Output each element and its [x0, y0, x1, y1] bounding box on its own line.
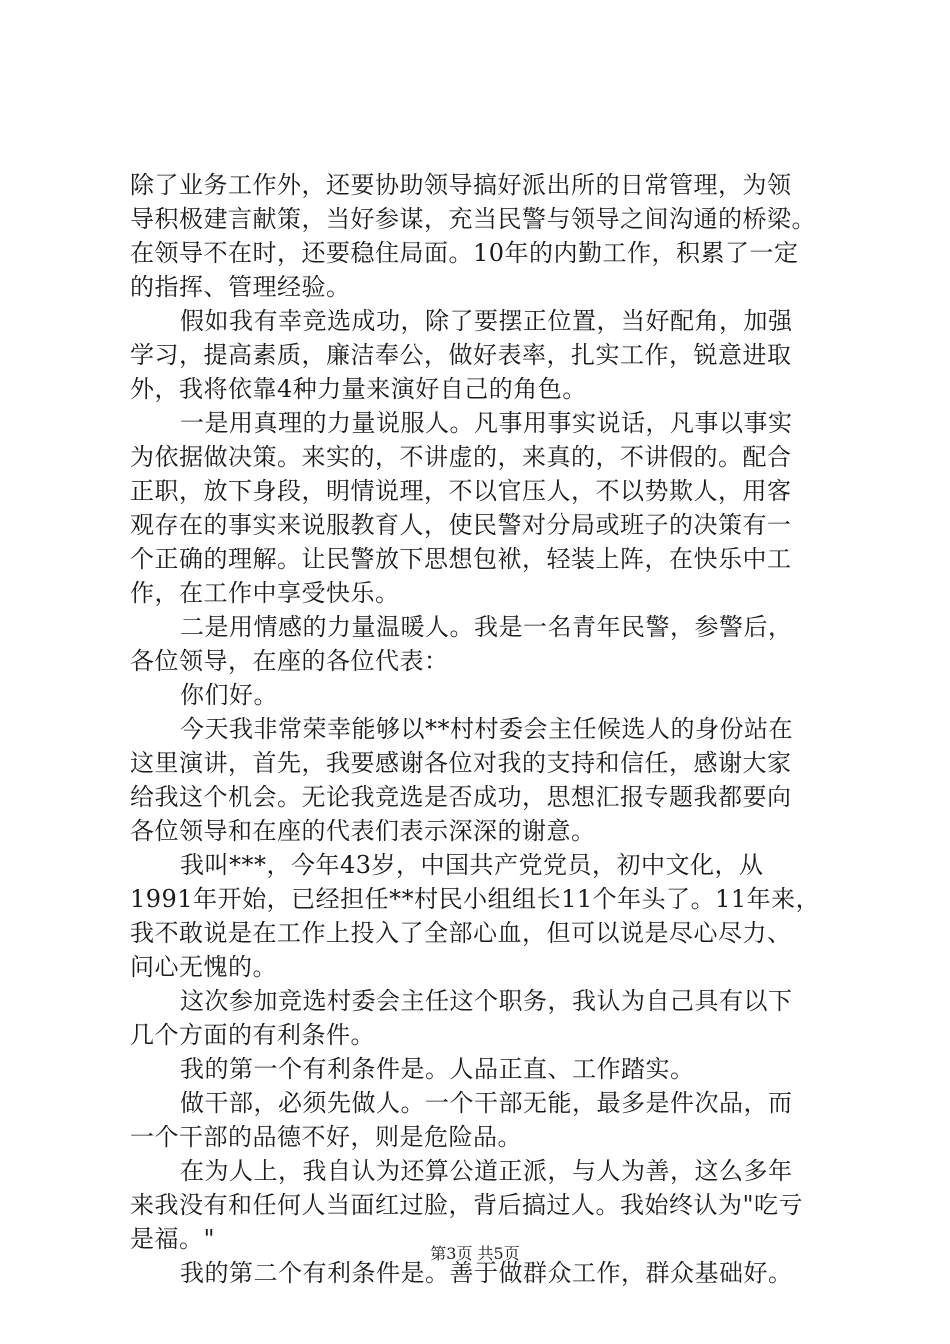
text-line: 假如我有幸竞选成功，除了要摆正位置，当好配角，加强	[180, 307, 793, 335]
text-line: 的指挥、管理经验。	[130, 273, 351, 301]
text-line: 这里演讲，首先，我要感谢各位对我的支持和信任，感谢大家	[130, 749, 792, 777]
page-footer: 第3页 共5页	[430, 1244, 520, 1263]
text-line: 做干部，必须先做人。一个干部无能，最多是件次品，而	[180, 1089, 793, 1117]
text-line: 学习，提高素质，廉洁奉公，做好表率，扎实工作，锐意进取	[130, 341, 792, 369]
text-line: 我的第二个有利条件是。善于做群众工作，群众基础好。	[180, 1259, 793, 1287]
text-line: 今天我非常荣幸能够以**村村委会主任候选人的身份站在	[180, 715, 793, 743]
text-line: 问心无愧的。	[130, 953, 277, 981]
text-line: 正职，放下身段，明情说理，不以官压人，不以势欺人，用客	[130, 477, 792, 505]
text-line: 导积极建言献策，当好参谋，充当民警与领导之间沟通的桥梁。	[130, 205, 816, 233]
text-line: 给我这个机会。无论我竞选是否成功，思想汇报专题我都要向	[130, 783, 792, 811]
text-line: 二是用情感的力量温暖人。我是一名青年民警，参警后，	[180, 613, 793, 641]
text-line: 观存在的事实来说服教育人，使民警对分局或班子的决策有一	[130, 511, 792, 539]
text-line: 一个干部的品德不好，则是危险品。	[130, 1123, 522, 1151]
text-line: 一是用真理的力量说服人。凡事用事实说话，凡事以事实	[180, 409, 793, 437]
text-line: 我的第一个有利条件是。人品正直、工作踏实。	[180, 1055, 695, 1083]
text-line: 在为人上，我自认为还算公道正派，与人为善，这么多年	[180, 1157, 793, 1185]
text-line: 在领导不在时，还要稳住局面。10年的内勤工作，积累了一定	[130, 239, 799, 267]
text-line: 除了业务工作外，还要协助领导搞好派出所的日常管理，为领	[130, 171, 792, 199]
text-line: 几个方面的有利条件。	[130, 1021, 375, 1049]
text-line: 你们好。	[180, 681, 278, 709]
text-line: 我叫***，今年43岁，中国共产党党员，初中文化，从	[180, 851, 764, 879]
text-line: 是福。"	[130, 1225, 216, 1253]
text-line: 来我没有和任何人当面红过脸，背后搞过人。我始终认为"吃亏	[130, 1191, 804, 1219]
text-line: 外，我将依靠4种力量来演好自己的角色。	[130, 375, 587, 403]
text-line: 个正确的理解。让民警放下思想包袱，轻装上阵，在快乐中工	[130, 545, 792, 573]
text-line: 作，在工作中享受快乐。	[130, 579, 400, 607]
text-line: 各位领导，在座的各位代表：	[130, 647, 449, 675]
text-line: 1991年开始，已经担任**村民小组组长11个年头了。11年来，	[130, 885, 821, 913]
text-line: 各位领导和在座的代表们表示深深的谢意。	[130, 817, 596, 845]
document-body	[130, 168, 830, 1290]
text-line: 我不敢说是在工作上投入了全部心血，但可以说是尽心尽力、	[130, 919, 792, 947]
text-line: 为依据做决策。来实的，不讲虚的，来真的，不讲假的。配合	[130, 443, 792, 471]
text-line: 这次参加竞选村委会主任这个职务，我认为自己具有以下	[180, 987, 793, 1015]
